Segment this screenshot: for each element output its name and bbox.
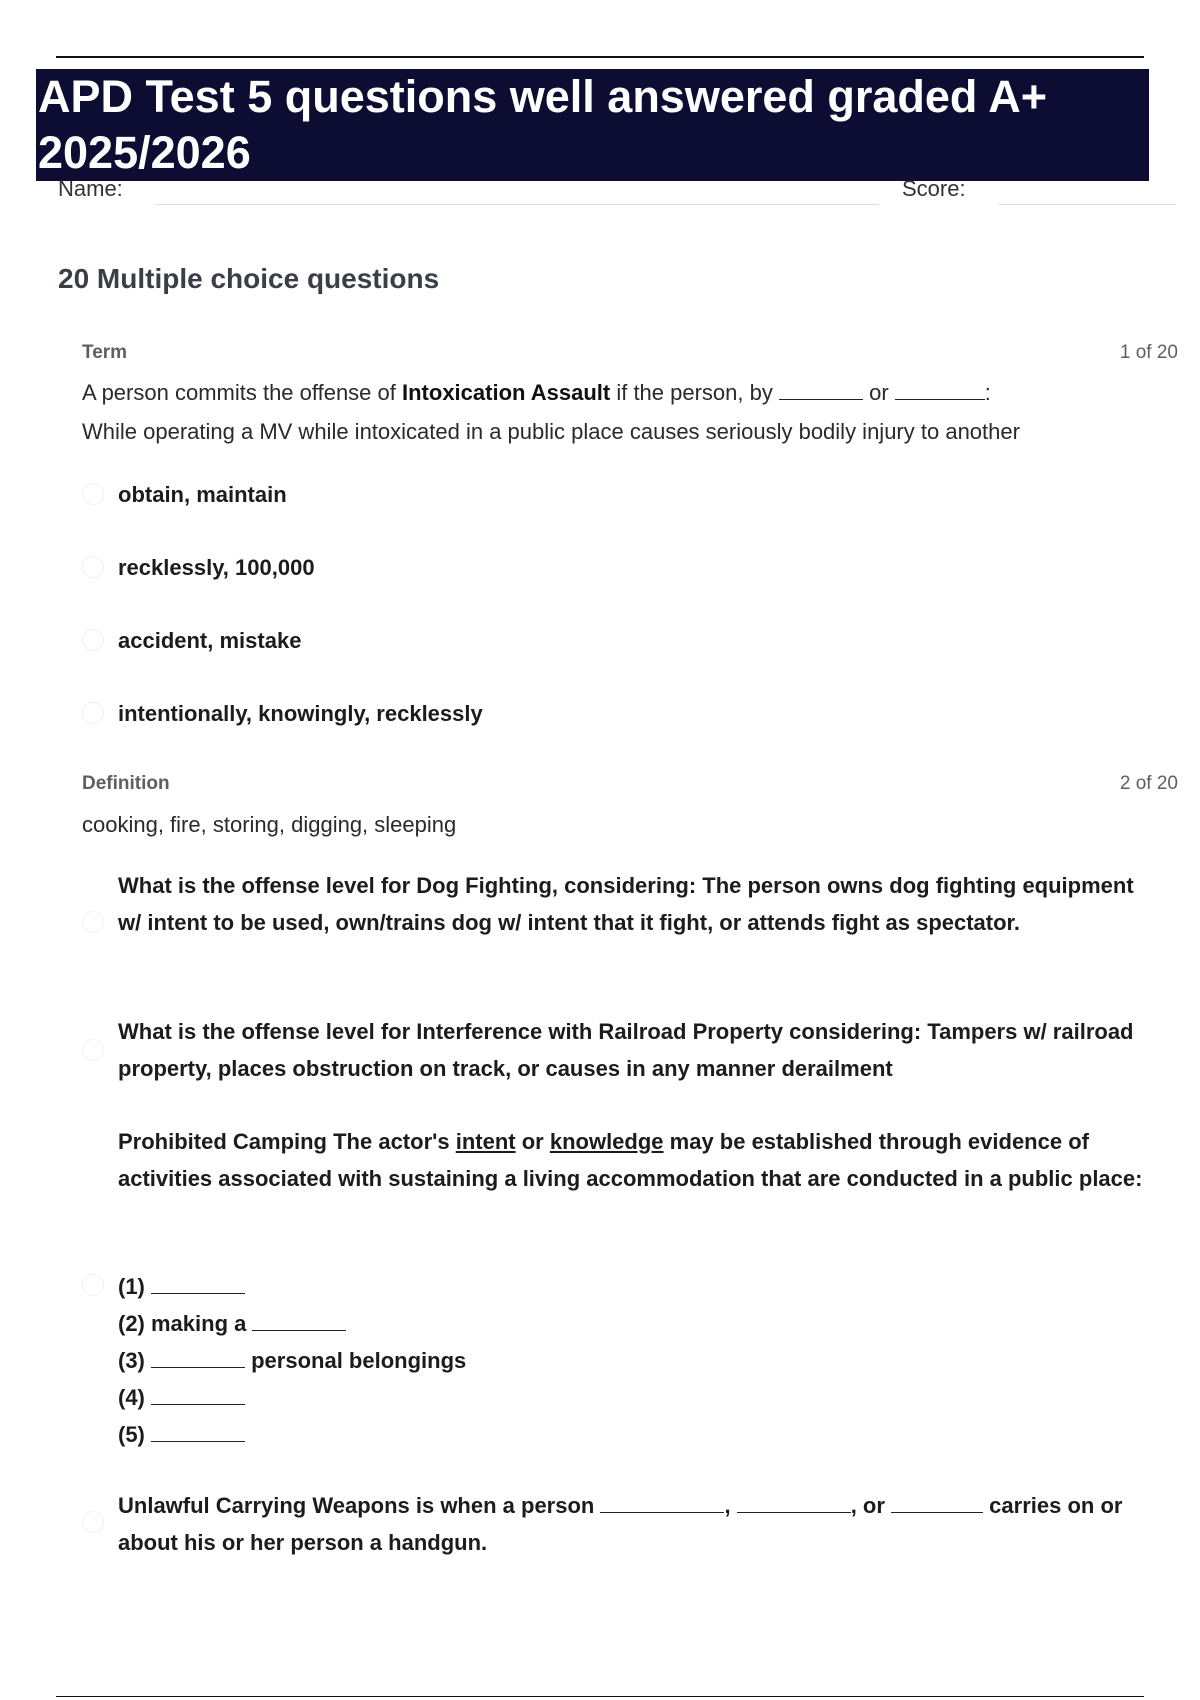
option-label (118, 1487, 1158, 1561)
option-text: , or (850, 1493, 892, 1518)
option-term: Prohibited Camping (118, 1129, 327, 1154)
blank (151, 1347, 245, 1368)
radio-button[interactable] (82, 629, 104, 651)
option-label (118, 867, 1158, 941)
option-label: obtain, maintain (118, 482, 287, 507)
name-field[interactable] (155, 204, 879, 205)
question-kind: Term (82, 342, 128, 363)
option-text: The actor's (327, 1129, 456, 1154)
blank (779, 379, 863, 400)
bottom-rule (56, 1696, 1144, 1697)
option-text: is when a person (409, 1493, 601, 1518)
blank (600, 1492, 724, 1513)
title-line-1: APD Test 5 questions well answered graded A+ (38, 71, 1048, 122)
score-label: Score: (902, 176, 966, 201)
option-term: Interference with Railroad Property (416, 1019, 784, 1044)
blank (151, 1384, 245, 1405)
title-line-2: 2025/2026 (38, 127, 251, 178)
radio-button[interactable] (82, 556, 104, 578)
option-term: Dog Fighting (416, 873, 552, 898)
option-line (118, 1305, 1158, 1342)
radio-button[interactable] (82, 911, 104, 933)
prompt-text: if the person, by (610, 380, 779, 405)
radio-button[interactable] (82, 483, 104, 505)
radio-button[interactable] (82, 1039, 104, 1061)
option-text: may be established through evidence of activities associated with sustaining a living accommodation that are conducted in a public place: (118, 1129, 1143, 1191)
option-text: , considering: The person owns dog fighting equipment w/ intent to be used, own/trains dog w/ intent that it fight, or attends fight as spectator. (118, 873, 1134, 935)
option-text: personal belongings (245, 1348, 467, 1373)
prompt-line-2: While operating a MV while intoxicated in a public place causes seriously bodily injury to another (82, 419, 1020, 444)
question-count: 1 of 20 (1119, 342, 1178, 363)
section-title: 20 Multiple choice questions (58, 263, 440, 294)
option-text: (1) (118, 1274, 151, 1299)
name-label: Name: (58, 176, 123, 201)
option-label (118, 1013, 1158, 1087)
question-2-prompt: cooking, fire, storing, digging, sleeping (82, 812, 457, 837)
prompt-text: or (862, 380, 895, 405)
blank (737, 1492, 851, 1513)
option-label: recklessly, 100,000 (118, 555, 315, 580)
option-line (118, 1268, 1158, 1305)
prompt-term: Intoxication Assault (402, 380, 611, 405)
option-label: intentionally, knowingly, recklessly (118, 701, 483, 726)
option-text: intent (455, 1129, 516, 1154)
option-text: or (515, 1129, 550, 1154)
blank (895, 379, 985, 400)
option-text: (4) (118, 1385, 151, 1410)
blank (151, 1273, 245, 1294)
option-line (118, 1379, 1158, 1416)
option-text: , (724, 1493, 737, 1518)
option-label: accident, mistake (118, 628, 302, 653)
blank (151, 1421, 245, 1442)
option-text: What is the offense level for (118, 1019, 417, 1044)
radio-button[interactable] (82, 1274, 104, 1296)
document-title (36, 69, 1149, 181)
option-label (118, 1123, 1158, 1197)
prompt-text: : (984, 380, 991, 405)
question-kind: Definition (82, 773, 170, 794)
question-1-prompt (82, 373, 1182, 451)
option-text: What is the offense level for (118, 873, 417, 898)
option-text: knowledge (549, 1129, 664, 1154)
name-score-row (0, 176, 1200, 212)
prompt-text: A person commits the offense of (82, 380, 402, 405)
radio-button[interactable] (82, 1511, 104, 1533)
blank (252, 1310, 346, 1331)
option-label (118, 1268, 1158, 1453)
blank (891, 1492, 983, 1513)
score-field[interactable] (998, 204, 1176, 205)
option-line (118, 1416, 1158, 1453)
radio-button[interactable] (82, 702, 104, 724)
option-term: Unlawful Carrying Weapons (118, 1493, 410, 1518)
option-text: (5) (118, 1422, 151, 1447)
top-rule (56, 56, 1144, 58)
option-line (118, 1342, 1158, 1379)
option-text: considering: Tampers w/ railroad property, places obstruction on track, or causes in any manner derailment (118, 1019, 1134, 1081)
option-text: (2) making a (118, 1311, 253, 1336)
prompt-line-1 (82, 373, 1182, 412)
option-text: carries on or about his or her person a handgun. (118, 1493, 1123, 1555)
option-text: (3) (118, 1348, 151, 1373)
question-count: 2 of 20 (1119, 773, 1178, 794)
